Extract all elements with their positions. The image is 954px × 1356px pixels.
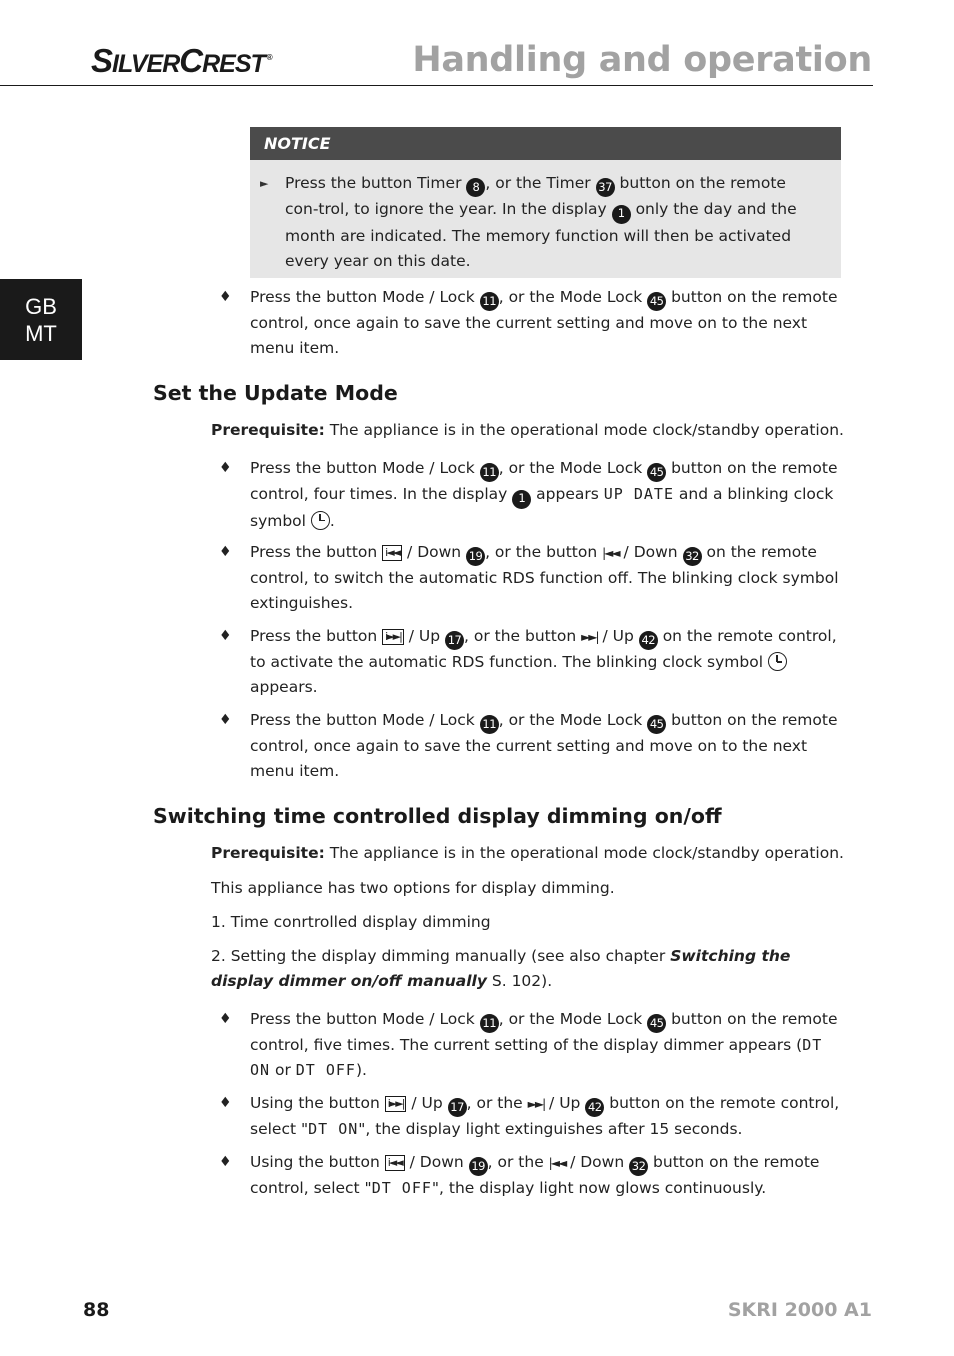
up-button-icon: i►►| <box>382 629 404 645</box>
notice-heading: NOTICE <box>250 127 841 160</box>
callout-number: 17 <box>448 1098 467 1117</box>
callout-number: 11 <box>480 292 499 311</box>
brand-logo: SILVERCREST ® <box>91 42 272 79</box>
page-number: 88 <box>83 1299 110 1321</box>
section-heading: Switching time controlled display dimming on/off <box>153 804 722 828</box>
diamond-bullet-icon: ♦ <box>219 628 232 644</box>
clock-icon <box>768 652 787 671</box>
list-item: ♦ Using the button i◄◄ / Down 19 , or the |◄◄ / Down 32 button on the remote control, select "DT OFF", the display light now glows continuously. <box>250 1150 845 1201</box>
lcd-text: UP DATE <box>603 485 674 504</box>
list-item: ♦ Press the button Mode / Lock 11 , or the Mode Lock 45 button on the remote control, five times. The current setting of the display dimmer appears (DT ON or DT OFF). <box>250 1007 845 1083</box>
list-item: ♦ Using the button i►►| / Up 17 , or the ►►| / Up 42 button on the remote control, select "DT ON", the display light extinguishes after 15 seconds. <box>250 1091 845 1142</box>
lcd-text: DT ON <box>250 1036 823 1080</box>
list-item: ♦ Press the button i◄◄ / Down 19 , or the button |◄◄ / Down 32 on the remote control, to switch the automatic RDS function off. The blinking clock symbol extinguishes. <box>250 540 845 616</box>
callout-number: 45 <box>647 292 666 311</box>
paragraph: This appliance has two options for display dimming. <box>211 879 615 897</box>
list-item: ♦ Press the button Mode / Lock 11 , or the Mode Lock 45 button on the remote control, four times. In the display 1 appears UP DATE and a blinking clock symbol . <box>250 456 845 534</box>
language-tab <box>0 279 82 360</box>
list-item: ♦ Press the button Mode / Lock 11 , or the Mode Lock 45 button on the remote control, once again to save the current setting and move on to the next menu item. <box>250 708 845 784</box>
skip-back-icon: |◄◄ <box>602 546 619 560</box>
callout-number: 32 <box>683 547 702 566</box>
skip-forward-icon: ►►| <box>581 630 598 644</box>
model-number: SKRI 2000 A1 <box>727 1299 872 1321</box>
prerequisite: Prerequisite: The appliance is in the operational mode clock/standby operation. <box>211 844 844 862</box>
triangle-bullet-icon: ► <box>260 177 269 190</box>
callout-number: 11 <box>480 715 499 734</box>
chapter-reference: Switching the display dimmer on/off manually <box>211 947 791 990</box>
clock-icon <box>311 511 330 530</box>
callout-number: 45 <box>647 715 666 734</box>
skip-forward-icon: ►►| <box>527 1097 545 1111</box>
callout-number: 8 <box>466 178 485 197</box>
callout-number: 37 <box>596 178 615 197</box>
skip-back-icon: |◄◄ <box>548 1156 566 1170</box>
callout-number: 1 <box>612 205 631 224</box>
diamond-bullet-icon: ♦ <box>219 712 232 728</box>
notice-text: ► Press the button Timer 8 , or the Timer 37 button on the remote con-trol, to ignore the year. In the display 1 only the day and the month are indicated. The memory function will then be activated every year on this date. <box>250 160 841 278</box>
callout-number: 32 <box>629 1157 648 1176</box>
notice-box <box>250 127 841 278</box>
diamond-bullet-icon: ♦ <box>219 460 232 476</box>
diamond-bullet-icon: ♦ <box>219 1095 232 1111</box>
page-title: Handling and operation <box>412 40 872 80</box>
callout-number: 42 <box>639 631 658 650</box>
language-code-gb: GB <box>25 293 57 319</box>
callout-number: 19 <box>469 1157 488 1176</box>
callout-number: 17 <box>445 631 464 650</box>
diamond-bullet-icon: ♦ <box>219 1154 232 1170</box>
callout-number: 11 <box>480 463 499 482</box>
callout-number: 11 <box>480 1014 499 1033</box>
down-button-icon: i◄◄ <box>385 1155 405 1171</box>
paragraph: 2. Setting the display dimming manually (see also chapter Switching the display dimmer on/off manually S. 102). <box>211 947 791 990</box>
section-heading: Set the Update Mode <box>153 381 398 405</box>
diamond-bullet-icon: ♦ <box>219 289 232 305</box>
lcd-text: DT ON <box>308 1120 359 1139</box>
callout-number: 19 <box>466 547 485 566</box>
language-code-mt: MT <box>25 320 57 346</box>
header-rule <box>0 85 873 86</box>
paragraph: 1. Time conrtrolled display dimming <box>211 913 491 931</box>
callout-number: 1 <box>512 490 531 509</box>
prerequisite: Prerequisite: The appliance is in the operational mode clock/standby operation. <box>211 421 844 439</box>
diamond-bullet-icon: ♦ <box>219 1011 232 1027</box>
list-item: ♦ Press the button i►►| / Up 17 , or the button ►►| / Up 42 on the remote control, to activate the automatic RDS function. The blinking clock symbol appears. <box>250 624 845 700</box>
callout-number: 45 <box>647 1014 666 1033</box>
diamond-bullet-icon: ♦ <box>219 544 232 560</box>
callout-number: 45 <box>647 463 666 482</box>
callout-number: 42 <box>585 1098 604 1117</box>
lcd-text: DT OFF <box>371 1179 432 1198</box>
lcd-text: DT OFF <box>295 1061 356 1080</box>
list-item: ♦ Press the button Mode / Lock 11 , or the Mode Lock 45 button on the remote control, once again to save the current setting and move on to the next menu item. <box>250 285 845 361</box>
down-button-icon: i◄◄ <box>382 545 402 561</box>
up-button-icon: i►►| <box>385 1096 407 1112</box>
